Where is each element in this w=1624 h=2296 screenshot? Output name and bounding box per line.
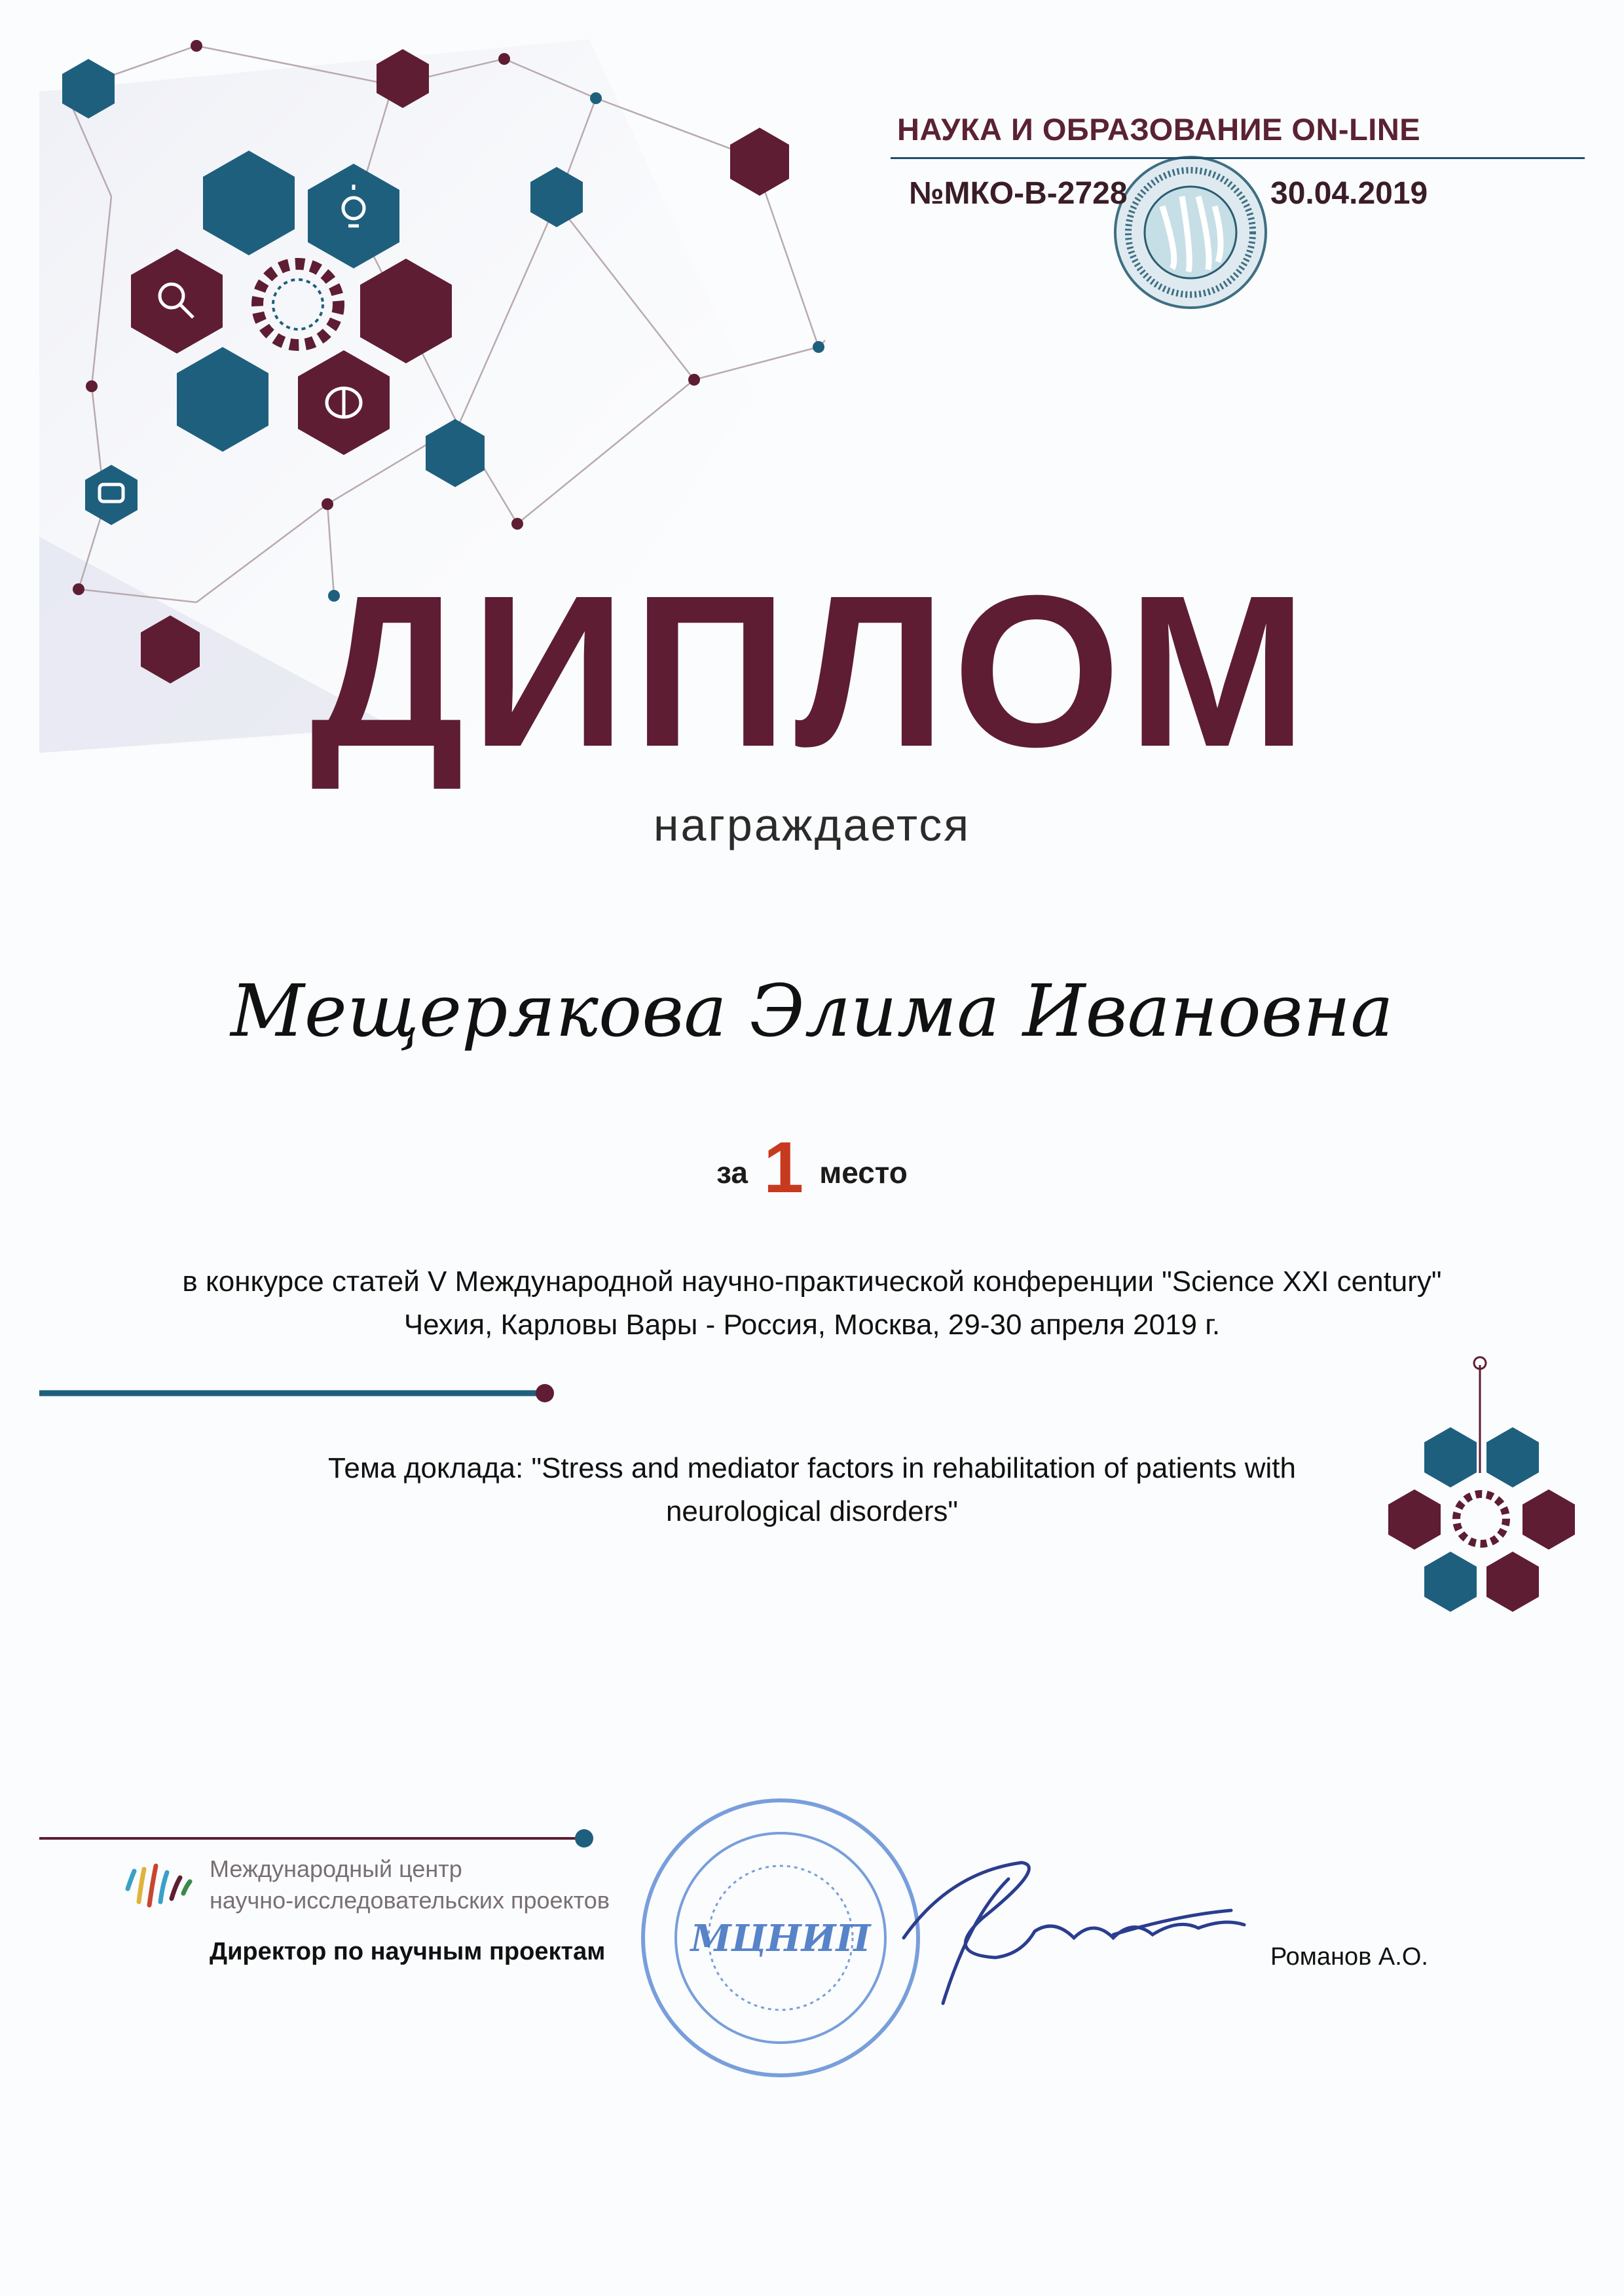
stamp-abbreviation: МЦНИП xyxy=(690,1917,871,1960)
brand-title: НАУКА И ОБРАЗОВАНИЕ ON-LINE xyxy=(897,112,1421,147)
org-name-line-2: научно-исследовательских проектов xyxy=(210,1887,610,1914)
signature xyxy=(904,1863,1244,2003)
conference-description xyxy=(131,1260,1493,1347)
conference-line-2: Чехия, Карловы Вары - Россия, Москва, 29-30 апреля 2019 г. xyxy=(403,1309,1221,1341)
diploma-title: ДИПЛОМ xyxy=(310,550,1314,792)
place-row xyxy=(0,1126,1624,1209)
brand-rule xyxy=(891,157,1585,159)
registration-seal xyxy=(1115,157,1266,308)
registration-date: 30.04.2019 xyxy=(1270,176,1428,211)
section-divider xyxy=(39,1384,554,1402)
awarded-text: награждается xyxy=(653,799,971,850)
footer-divider xyxy=(39,1829,593,1848)
place-number: 1 xyxy=(764,1127,804,1208)
report-topic: Тема доклада: "Stress and mediator factors in rehabilitation of patients with neurological disorders" xyxy=(328,1452,1296,1527)
recipient-name: Мещерякова Элима Ивановна xyxy=(231,969,1393,1053)
place-prefix: за xyxy=(716,1156,748,1190)
hexagon-cluster-right xyxy=(1388,1357,1575,1612)
director-title: Директор по научным проектам xyxy=(210,1938,606,1965)
org-name-line-1: Международный центр xyxy=(210,1855,462,1882)
conference-line-1: в конкурсе статей V Международной научно-практической конференции "Science XXI century" xyxy=(182,1266,1442,1298)
registration-number: №МКО-В-2728 xyxy=(909,176,1128,211)
place-suffix: место xyxy=(819,1156,908,1190)
signer-name: Романов А.О. xyxy=(1270,1943,1428,1971)
org-logo xyxy=(128,1866,190,1905)
